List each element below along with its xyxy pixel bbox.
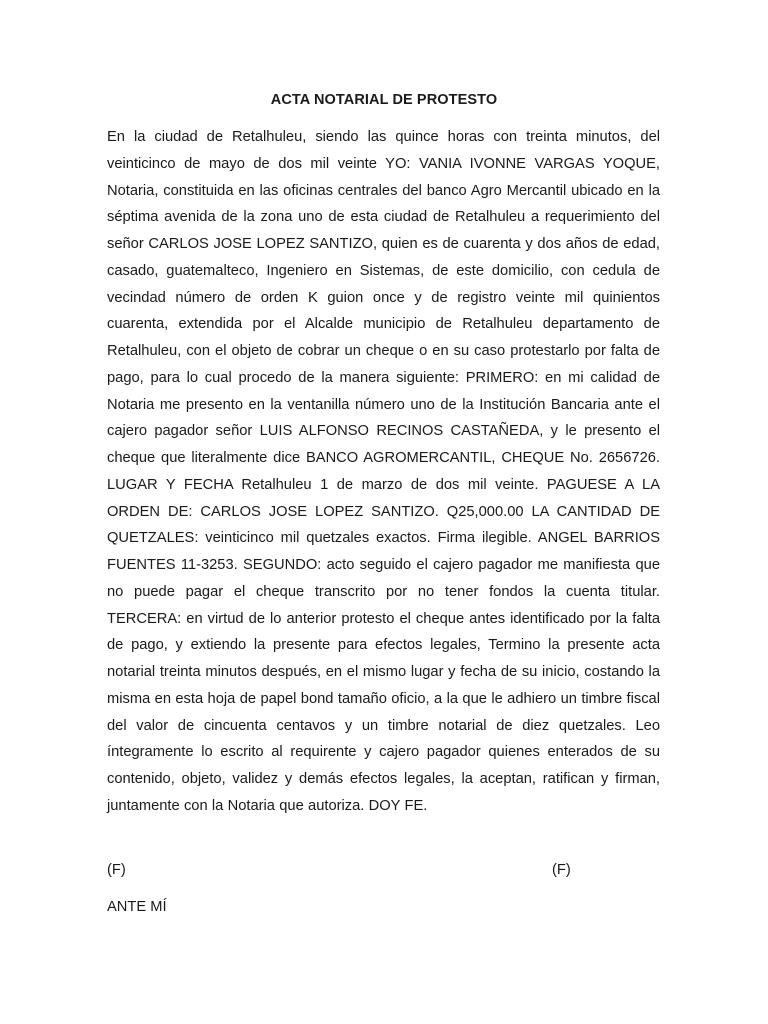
document-title: ACTA NOTARIAL DE PROTESTO — [270, 92, 498, 108]
ante-mi-label: ANTE MÍ — [107, 899, 167, 915]
signature-left: (F) — [107, 862, 126, 878]
document-body: En la ciudad de Retalhuleu, siendo las quince horas con treinta minutos, del veinticinco de mayo de dos mil veinte YO: VANIA IVONNE VARGAS YOQUE, Notaria, constituida en las oficinas centrales del banco Agro Mercantil ubicado en la séptima avenida de la zona uno de esta ciudad de Retalhuleu a requerimiento del señor CARLOS JOSE LOPEZ SANTIZO, quien es de cuarenta y dos años de edad, casado, guatemalteco, Ingeniero en Sistemas, de este domicilio, con cedula de vecindad número de orden K guion once y de registro veinte mil quinientos cuarenta, extendida por el Alcalde municipio de Retalhuleu departamento de Retalhuleu, con el objeto de cobrar un cheque o en su caso protestarlo por falta de pago, para lo cual procedo de la manera siguiente: PRIMERO: en mi calidad de Notaria me presento en la ventanilla número uno de la Institución Bancaria ante el cajero pagador señor LUIS ALFONSO RECINOS CASTAÑEDA, y le presento el cheque que literalmente dice BANCO AGROMERCANTIL, CHEQUE No. 2656726. LUGAR Y FECHA Retalhuleu 1 de marzo de dos mil veinte. PAGUESE A LA ORDEN DE: CARLOS JOSE LOPEZ SANTIZO. Q25,000.00 LA CANTIDAD DE QUETZALES: veinticinco mil quetzales exactos. Firma ilegible. ANGEL BARRIOS FUENTES 11-3253. SEGUNDO: acto seguido el cajero pagador me manifiesta que no puede pagar el cheque transcrito por no tener fondos la cuenta titular. TERCERA: en virtud de lo anterior protesto el cheque antes identificado por la falta de pago, y extiendo la presente para efectos legales, Termino la presente acta notarial treinta minutos después, en el mismo lugar y fecha de su inicio, costando la misma en esta hoja de papel bond tamaño oficio, a la que le adhiero un timbre fiscal del valor de cincuenta centavos y un timbre notarial de diez quetzales. Leo íntegramente lo escrito al requirente y cajero pagador quienes enterados de su contenido, objeto, validez y demás efectos legales, la aceptan, ratifican y firman, juntamente con la Notaria que autoriza. DOY FE. — [107, 129, 660, 814]
signature-right: (F) — [552, 862, 571, 878]
